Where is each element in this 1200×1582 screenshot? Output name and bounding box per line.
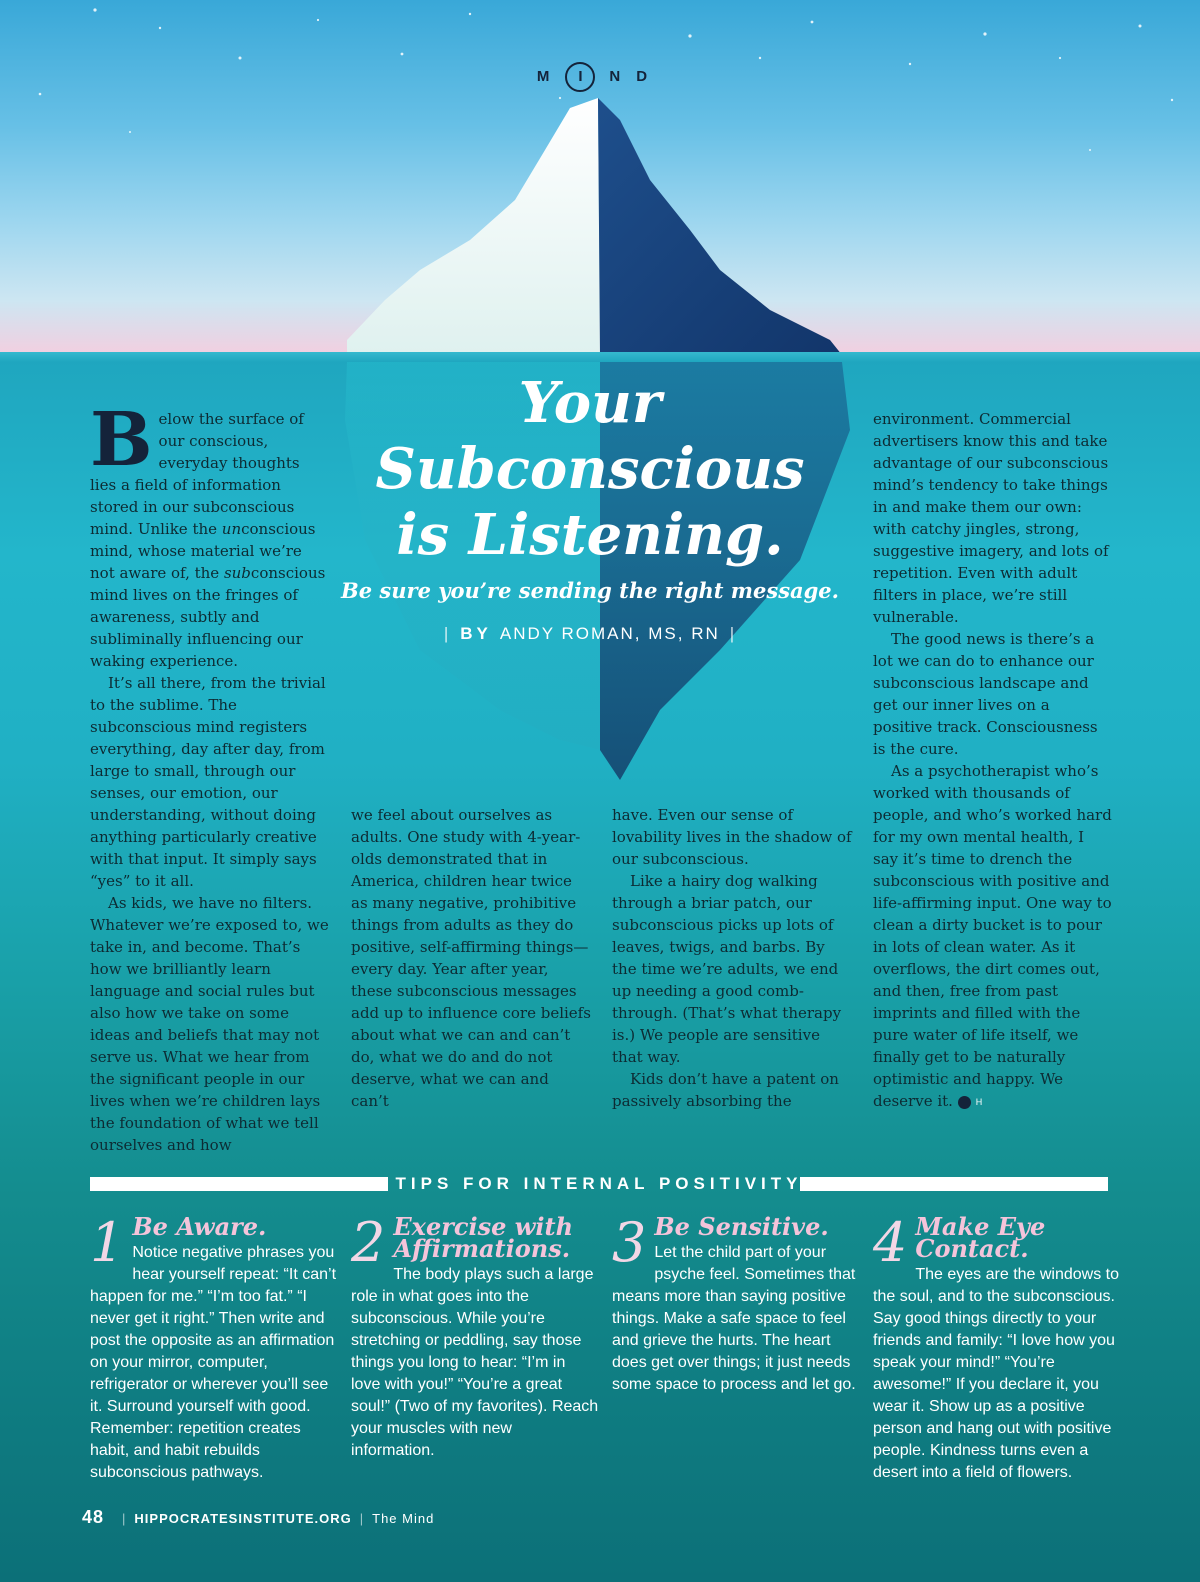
text-run: conscious mind, whose material we’re not aware of, the bbox=[90, 520, 316, 582]
paragraph bbox=[90, 397, 330, 672]
emphasis: sub bbox=[223, 564, 251, 582]
end-mark-icon: H bbox=[958, 1096, 971, 1109]
byline-author: ANDY ROMAN, MS, RN bbox=[499, 624, 720, 643]
paragraph: As kids, we have no filters. Whatever we’re exposed to, we take in, and become. That’s how we brilliantly learn language and social rules but also how we take on some ideas and beliefs that may not serve us. What we hear from the significant people in our lives when we’re children lays the foundation of what we tell ourselves and how bbox=[90, 894, 329, 1154]
tip-title: Exercise with Affirmations. bbox=[393, 1212, 574, 1263]
article-column-3 bbox=[612, 804, 852, 1112]
paragraph: environment. Commercial advertisers know this and take advantage of our subconscious mind’s tendency to take things in and make them our own: with catchy jingles, strong, suggestive imagery, and lots of repetition. Even with adult filters in place, we’re still vulnerable. bbox=[873, 410, 1109, 626]
article-title: Your Subconscious is Listening. bbox=[375, 370, 805, 568]
footer-section: The Mind bbox=[372, 1511, 435, 1526]
tip-title: Be Aware. bbox=[132, 1212, 267, 1241]
drop-cap: B bbox=[90, 397, 153, 483]
paragraph: have. Even our sense of lovability lives in the shadow of our subconscious. bbox=[612, 806, 852, 868]
section-letter-m: M bbox=[536, 68, 566, 85]
tip-body: Let the child part of your psyche feel. Sometimes that means more than saying positive things. Make a safe space to feel and grieve the hurts. The heart does get over things; it just needs some space to process and let go. bbox=[612, 1244, 856, 1393]
tip-title: Make Eye Contact. bbox=[915, 1212, 1046, 1263]
section-letter-n: N bbox=[609, 68, 637, 85]
tip-number: 4 bbox=[873, 1211, 908, 1274]
byline-divider-left: | bbox=[443, 624, 451, 643]
text-run: conscious mind lives on the fringes of awareness, subtly and subliminally influencing our waking experience. bbox=[90, 564, 326, 670]
section-tag bbox=[0, 62, 1200, 92]
tip-4 bbox=[873, 1211, 1121, 1484]
paragraph: The good news is there’s a lot we can do to enhance our subconscious landscape and get our inner lives on a positive track. Consciousness is the cure. bbox=[873, 630, 1098, 758]
text-run: elow the surface of our conscious, everyday thoughts lies a field of information stored in our subconscious mind. Unlike the bbox=[90, 410, 304, 538]
emphasis: un bbox=[221, 520, 242, 538]
tip-body: The eyes are the windows to the soul, and to the subconscious. Say good things directly to your friends and family: “I love how you speak your mind!” “You’re awesome!” If you declare it, you wear it. Show up as a positive person and hang out with positive people. Kindness turns even a desert into a field of flowers. bbox=[873, 1266, 1120, 1481]
article-column-4 bbox=[873, 408, 1113, 1112]
tip-1 bbox=[90, 1211, 338, 1484]
tip-3 bbox=[612, 1211, 860, 1396]
paragraph: It’s all there, from the trivial to the sublime. The subconscious mind registers everything, day after day, from large to small, through our senses, our emotion, our understanding, without doing anything particularly creative with that input. It simply says “yes” to it all. bbox=[90, 674, 326, 890]
byline-prefix: BY bbox=[460, 624, 492, 643]
tip-body: Notice negative phrases you hear yourself repeat: “It can’t happen for me.” “I’m too fat.” “I never get it right.” Then write and post the opposite as an affirmation on your mirror, computer, refrigerator or wherever you’ll see it. Surround yourself with good. Remember: repetition creates habit, and habit rebuilds subconscious pathways. bbox=[90, 1244, 337, 1481]
footer-site-link[interactable]: HIPPOCRATESINSTITUTE.ORG bbox=[134, 1511, 352, 1526]
water-horizon bbox=[0, 352, 1200, 362]
footer-divider: | bbox=[359, 1511, 365, 1526]
tip-number: 3 bbox=[612, 1211, 647, 1274]
tips-heading: TIPS FOR INTERNAL POSITIVITY bbox=[395, 1174, 803, 1193]
footer-divider: | bbox=[122, 1511, 127, 1526]
tip-title: Be Sensitive. bbox=[654, 1212, 829, 1241]
page-footer bbox=[82, 1507, 434, 1528]
section-letter-d: D bbox=[636, 68, 664, 85]
tips-header bbox=[90, 1174, 1108, 1196]
page-number: 48 bbox=[82, 1507, 105, 1527]
article-column-2 bbox=[351, 804, 591, 1112]
text-run: As a psychotherapist who’s worked with thousands of people, and who’s worked hard for my own mental health, I say it’s time to drench the subconscious with positive and life-affirming input. One way to clean a dirty bucket is to pour in lots of clean water. As it overflows, the dirt comes out, and then, free from past imprints and filled with the pure water of life itself, we finally get to be naturally optimistic and happy. We deserve it. bbox=[873, 762, 1112, 1110]
paragraph: Kids don’t have a patent on passively absorbing the bbox=[612, 1070, 839, 1110]
byline-divider-right: | bbox=[729, 624, 737, 643]
section-letter-i-ring: I bbox=[565, 62, 595, 92]
article-subtitle: Be sure you’re sending the right message. bbox=[341, 578, 839, 603]
tip-number: 2 bbox=[351, 1211, 386, 1274]
paragraph: we feel about ourselves as adults. One study with 4-year-olds demonstrated that in America, children hear twice as many negative, prohibitive things from adults as they do positive, self-affirming things—every day. Year after year, these subconscious messages add up to influence core beliefs about what we can and can’t do, what we do and do not deserve, what we can and can’t bbox=[351, 806, 591, 1110]
tip-number: 1 bbox=[90, 1211, 125, 1274]
article-byline bbox=[340, 624, 840, 644]
tip-body: The body plays such a large role in what goes into the subconscious. While you’re stretching or peddling, say those things you long to hear: “I’m in love with you!” “You’re a great soul!” (Two of my favorites). Reach your muscles with new information. bbox=[351, 1266, 599, 1459]
paragraph: Like a hairy dog walking through a briar patch, our subconscious picks up lots of leaves, twigs, and barbs. By the time we’re adults, we end up needing a good comb-through. (That’s what therapy is.) We people are sensitive that way. bbox=[612, 872, 842, 1066]
article-column-1 bbox=[90, 397, 330, 1156]
paragraph bbox=[873, 760, 1113, 1112]
tip-2 bbox=[351, 1211, 599, 1462]
